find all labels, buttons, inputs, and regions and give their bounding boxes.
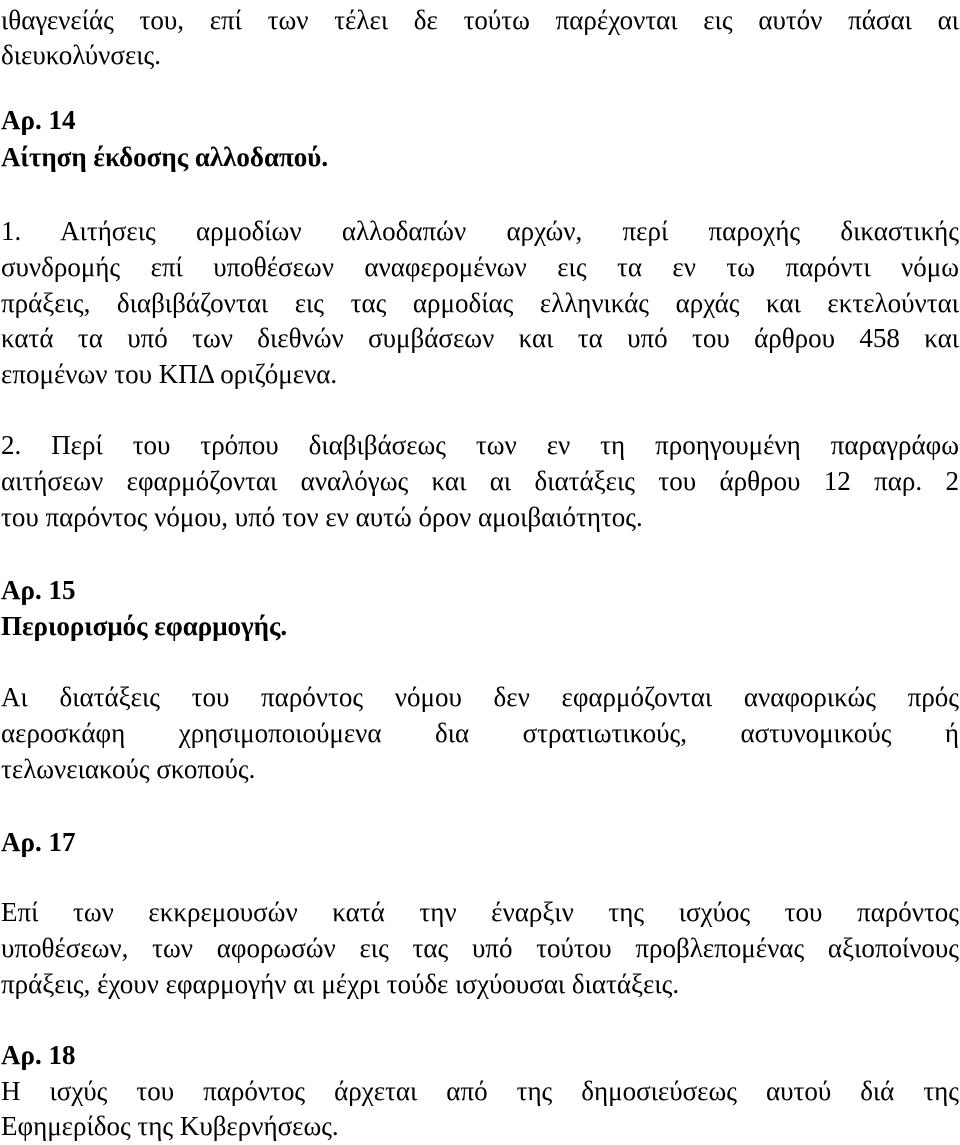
article-18-number: Αρ. 18 bbox=[1, 1040, 76, 1070]
article-14-par1-line-5: επομένων του ΚΠΔ οριζόμενα. bbox=[1, 359, 338, 389]
article-15-line-3: τελωνειακούς σκοπούς. bbox=[1, 754, 256, 784]
article-15-title: Περιορισμός εφαρμογής. bbox=[1, 611, 288, 641]
article-14-par1-line-3: πράξεις, διαβιβάζονται εις τας αρμοδίας ελληνικάς αρχάς και εκτελούνται bbox=[1, 288, 959, 318]
article-14-par2-line-1: 2. Περί του τρόπου διαβιβάσεως των εν τη προηγουμένη παραγράφω bbox=[1, 430, 959, 460]
article-14-title: Αίτηση έκδοσης αλλοδαπού. bbox=[1, 142, 329, 172]
article-17-line-1: Επί των εκκρεμουσών κατά την έναρξιν της ισχύος του παρόντος bbox=[1, 897, 959, 927]
article-17-line-2: υποθέσεων, των αφορωσών εις τας υπό τούτου προβλεπομένας αξιοποίνους bbox=[1, 933, 959, 963]
article-15-number: Αρ. 15 bbox=[1, 575, 76, 605]
article-14-par2-line-3: του παρόντος νόμου, υπό τον εν αυτώ όρον αμοιβαιότητος. bbox=[1, 502, 643, 532]
article-14-par2-line-2: αιτήσεων εφαρμόζονται αναλόγως και αι διατάξεις του άρθρου 12 παρ. 2 bbox=[1, 466, 959, 496]
article-18-line-2: Εφημερίδος της Κυβερνήσεως. bbox=[1, 1111, 339, 1141]
article-14-par1-line-4: κατά τα υπό των διεθνών συμβάσεων και τα υπό του άρθρου 458 και bbox=[1, 323, 959, 353]
intro-line-1: ιθαγενείάς του, επί των τέλει δε τούτω παρέχονται εις αυτόν πάσαι αι bbox=[1, 5, 959, 35]
article-15-line-2: αεροσκάφη χρησιμοποιούμενα δια στρατιωτικούς, αστυνομικούς ή bbox=[1, 718, 959, 748]
article-14-number: Αρ. 14 bbox=[1, 105, 76, 135]
intro-line-2: διευκολύνσεις. bbox=[1, 40, 161, 70]
article-17-number: Αρ. 17 bbox=[1, 827, 76, 857]
article-15-line-1: Αι διατάξεις του παρόντος νόμου δεν εφαρμόζονται αναφορικώς πρός bbox=[1, 682, 959, 712]
article-18-line-1: Η ισχύς του παρόντος άρχεται από της δημοσιεύσεως αυτού διά της bbox=[1, 1076, 959, 1106]
article-14-par1-line-1: 1. Αιτήσεις αρμοδίων αλλοδαπών αρχών, περί παροχής δικαστικής bbox=[1, 216, 959, 246]
article-17-line-3: πράξεις, έχουν εφαρμογήν αι μέχρι τούδε ισχύουσαι διατάξεις. bbox=[1, 969, 680, 999]
article-14-par1-line-2: συνδρομής επί υποθέσεων αναφερομένων εις τα εν τω παρόντι νόμω bbox=[1, 252, 959, 282]
